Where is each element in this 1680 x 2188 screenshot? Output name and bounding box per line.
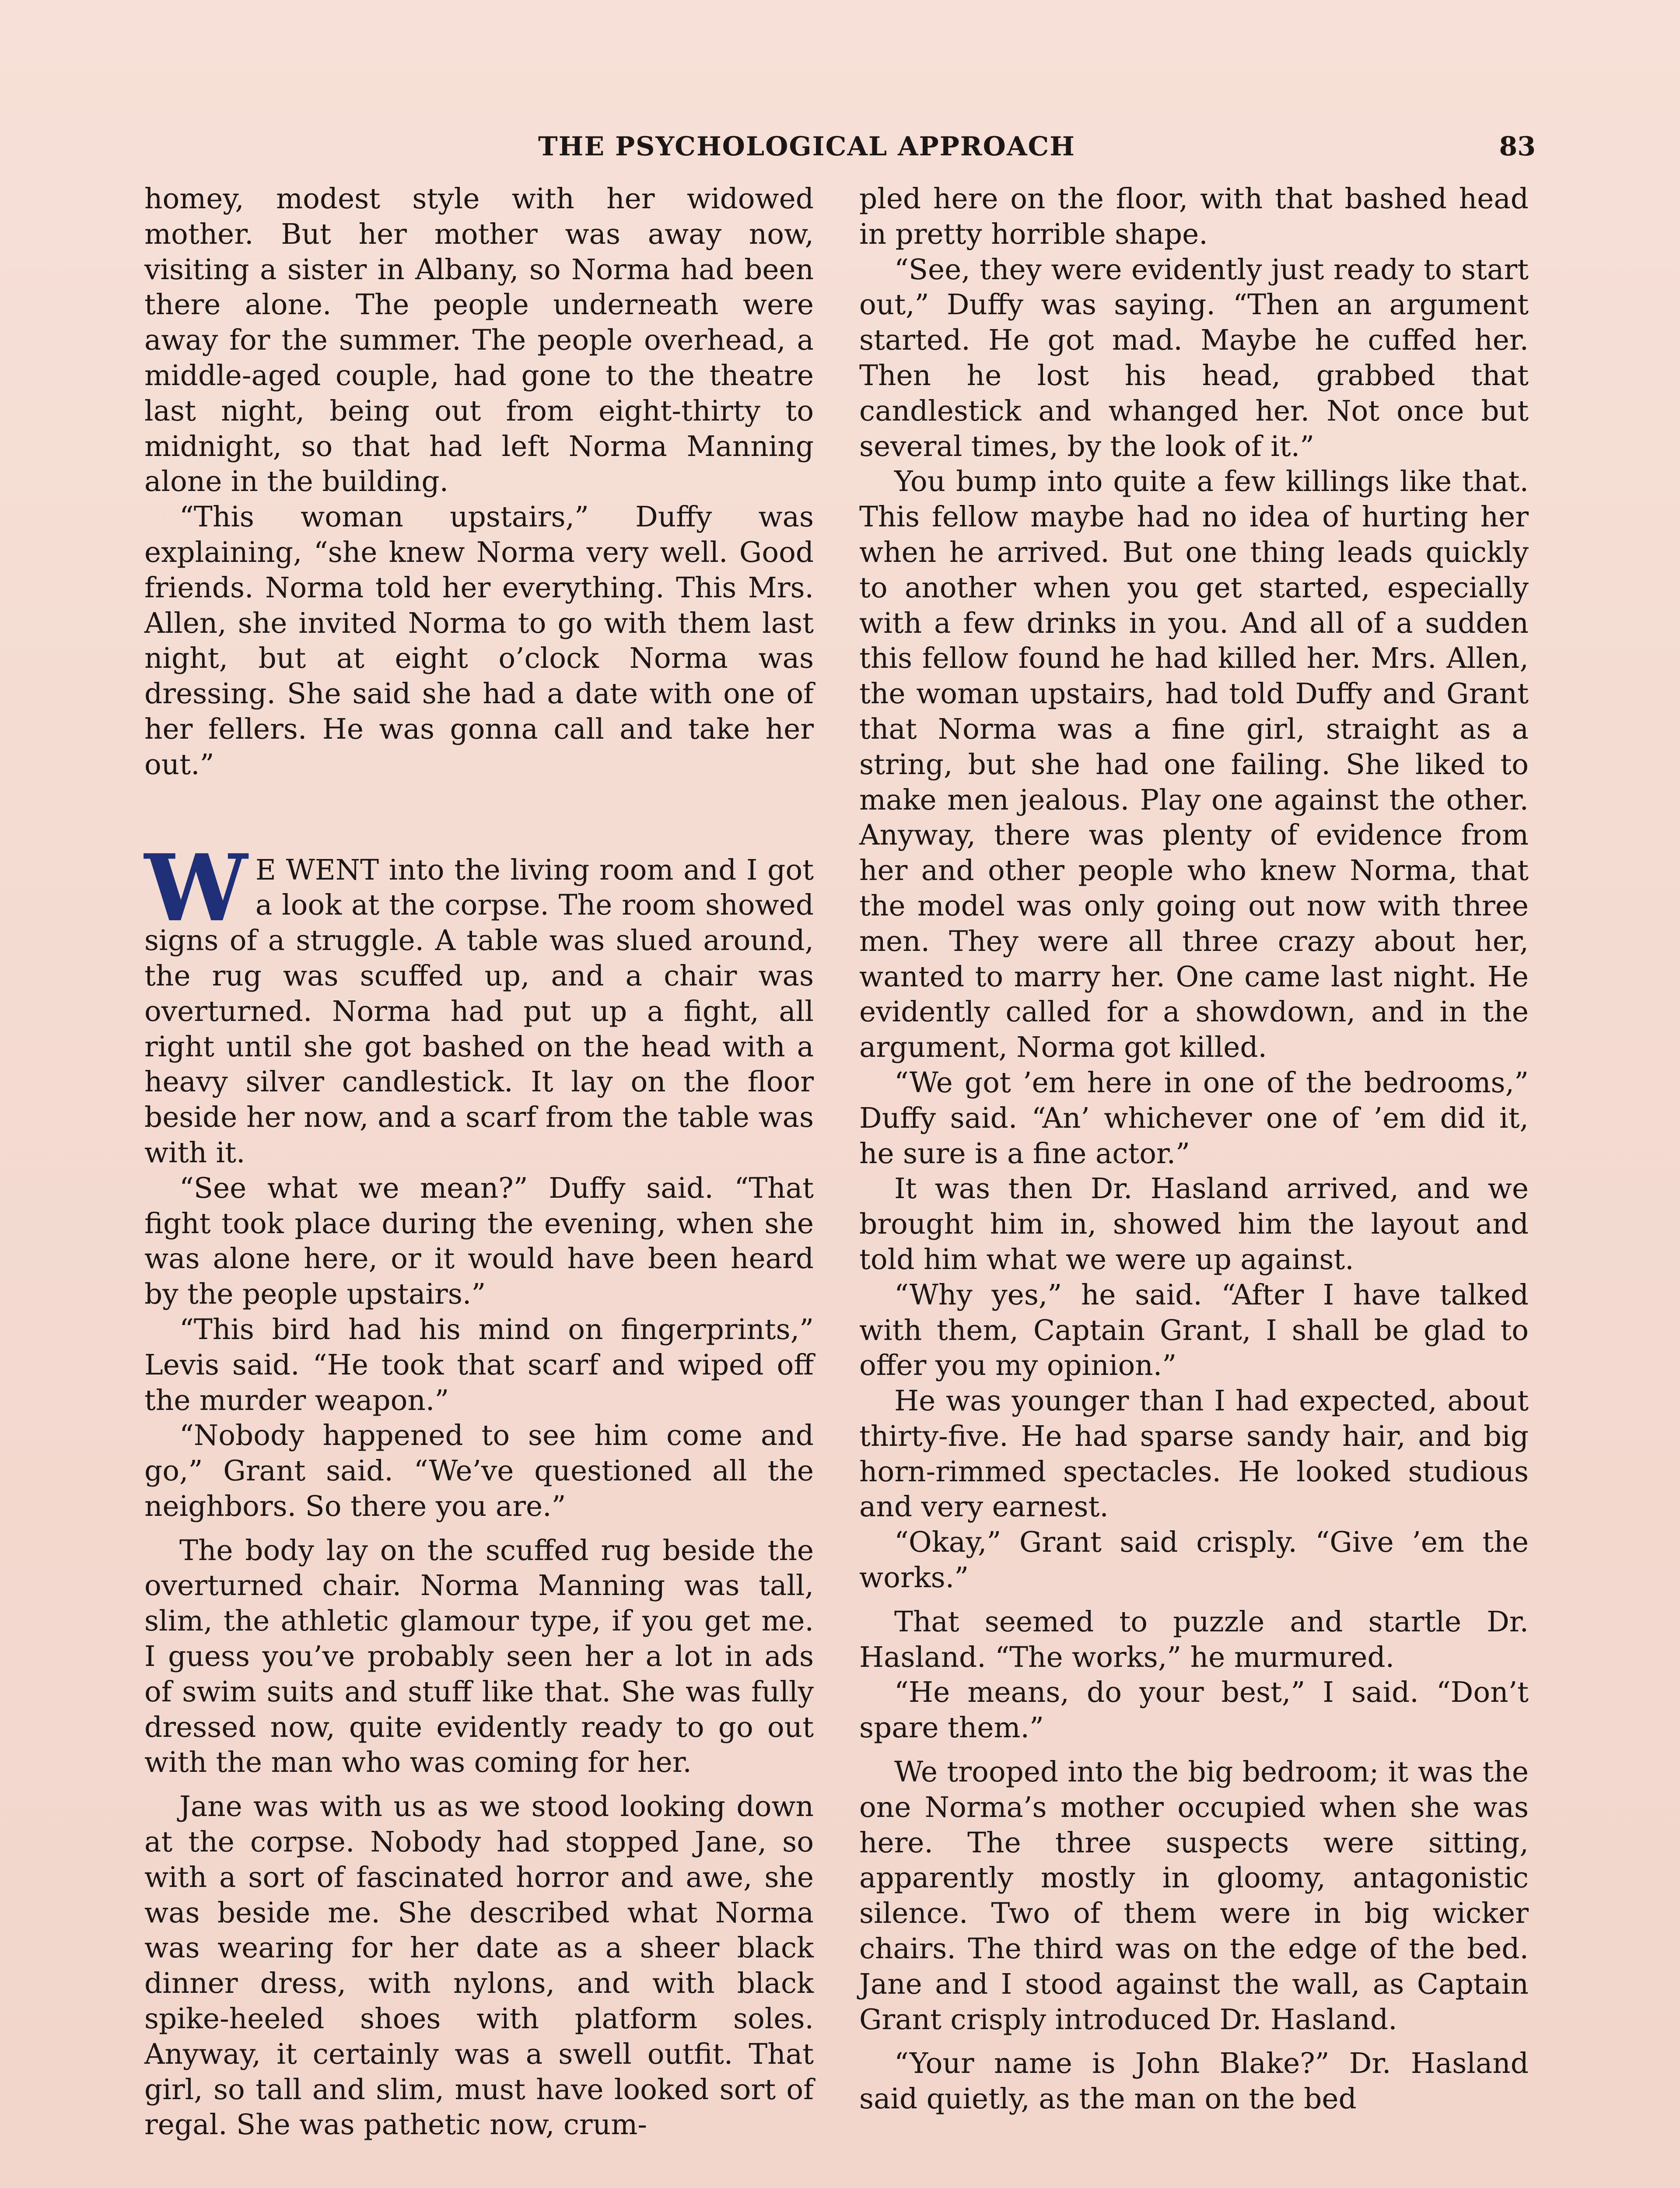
paragraph: He was younger than I had expected, about thirty-five. He had sparse sandy hair, and big horn-rimmed spectacles. He looked studious and very earnest.: [859, 1385, 1529, 1524]
running-title: THE PSYCHOLOGICAL APPROACH: [538, 131, 1075, 162]
paragraph: homey, modest style with her widowed mother. But her mother was away now, visiting a sister in Albany, so Norma had been there alone. The people underneath were away for the summer. The people overhead, a middle-aged couple, had gone to the theatre last night, being out from eight-thirty to midnight, so that had left Norma Manning alone in the building.: [144, 182, 814, 498]
paragraph: “Okay,” Grant said crisply. “Give ’em the works.”: [859, 1526, 1529, 1595]
right-column: [859, 182, 1529, 2117]
paragraph-text: E WENT into the living room and I got a look at the corpse. The room showed signs of a struggle. A table was slued around, the rug was scuffed up, and a chair was overturned. Norma had put up a fight, all right until she got bashed on the head with a heavy silver candlestick. It lay on the floor beside her now, and a scarf from the table was with it.: [144, 853, 814, 1169]
paragraph: “See what we mean?” Duffy said. “That fight took place during the evening, when she was alone here, or it would have been heard by the people upstairs.”: [144, 1171, 814, 1311]
paragraph: “He means, do your best,” I said. “Don’t spare them.”: [859, 1676, 1529, 1745]
page-number: 83: [1499, 131, 1536, 162]
left-column: [144, 182, 814, 2143]
section-opening-paragraph: [144, 834, 814, 1171]
paragraph: “See, they were evidently just ready to start out,” Duffy was saying. “Then an argument started. He got mad. Maybe he cuffed her. Then he lost his head, grabbed that candlestick and whanged her. Not once but several times, by the look of it.”: [859, 253, 1529, 463]
paragraph: You bump into quite a few killings like that. This fellow maybe had no idea of hurting her when he arrived. But one thing leads quickly to another when you get started, especially with a few drinks in you. And all of a sudden this fellow found he had killed her. Mrs. Allen, the woman upstairs, had told Duffy and Grant that Norma was a fine girl, straight as a string, but she had one failing. She liked to make men jealous. Play one against the other. Anyway, there was plenty of evidence from her and other people who knew Norma, that the model was only going out now with three men. They were all three crazy about her, wanted to marry her. One came last night. He evidently called for a showdown, and in the argument, Norma got killed.: [859, 465, 1529, 1064]
paragraph: We trooped into the big bedroom; it was the one Norma’s mother occupied when she was here. The three suspects were sitting, apparently mostly in gloomy, antagonistic silence. Two of them were in big wicker chairs. The third was on the edge of the bed. Jane and I stood against the wall, as Captain Grant crisply introduced Dr. Hasland.: [859, 1756, 1529, 2036]
page-header: [144, 131, 1536, 175]
paragraph: “This bird had his mind on fingerprints,” Levis said. “He took that scarf and wiped off the murder weapon.”: [144, 1313, 814, 1417]
paragraph: pled here on the floor, with that bashed head in pretty horrible shape.: [859, 182, 1529, 251]
paragraph: Jane was with us as we stood looking down at the corpse. Nobody had stopped Jane, so with a sort of fascinated horror and awe, she was beside me. She described what Norma was wearing for her date as a sheer black dinner dress, with nylons, and with black spike-heeled shoes with platform soles. Anyway, it certainly was a swell outfit. That girl, so tall and slim, must have looked sort of regal. She was pathetic now, crum-: [144, 1790, 814, 2142]
paragraph: “We got ’em here in one of the bedrooms,” Duffy said. “An’ whichever one of ’em did it, he sure is a fine actor.”: [859, 1066, 1529, 1170]
paragraph: The body lay on the scuffed rug beside the overturned chair. Norma Manning was tall, slim, the athletic glamour type, if you get me. I guess you’ve probably seen her a lot in ads of swim suits and stuff like that. She was fully dressed now, quite evidently ready to go out with the man who was coming for her.: [144, 1534, 814, 1779]
drop-cap: W: [144, 834, 248, 942]
paragraph: “Your name is John Blake?” Dr. Hasland said quietly, as the man on the bed: [859, 2047, 1529, 2116]
paragraph: That seemed to puzzle and startle Dr. Hasland. “The works,” he murmured.: [859, 1605, 1529, 1674]
paragraph: “This woman upstairs,” Duffy was explaining, “she knew Norma very well. Good friends. Norma told her everything. This Mrs. Allen, she invited Norma to go with them last night, but at eight o’clock Norma was dressing. She said she had a date with one of her fellers. He was gonna call and take her out.”: [144, 501, 814, 781]
paragraph: “Why yes,” he said. “After I have talked with them, Captain Grant, I shall be glad to offer you my opinion.”: [859, 1278, 1529, 1382]
paragraph: “Nobody happened to see him come and go,” Grant said. “We’ve questioned all the neighbors. So there you are.”: [144, 1419, 814, 1523]
paragraph: It was then Dr. Hasland arrived, and we brought him in, showed him the layout and told him what we were up against.: [859, 1172, 1529, 1276]
